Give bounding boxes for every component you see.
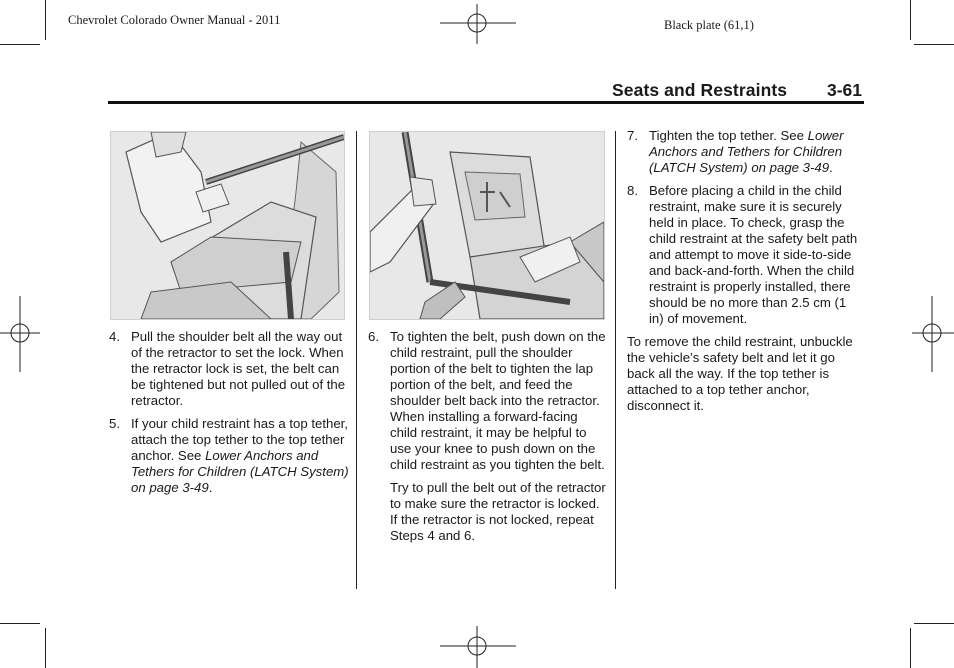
list-item — [109, 416, 349, 496]
crop-mark — [910, 0, 911, 40]
step-text: Tighten the top tether. See — [649, 128, 808, 143]
section-title: Seats and Restraints — [612, 80, 788, 100]
registration-mark-icon — [912, 296, 954, 372]
crop-mark — [45, 0, 46, 40]
list-item — [627, 128, 863, 176]
list-item — [627, 183, 863, 327]
list-item — [368, 329, 608, 473]
plate-label: Black plate (61,1) — [664, 18, 754, 32]
left-column — [109, 329, 349, 503]
header-rule — [108, 101, 864, 104]
registration-mark-icon — [440, 626, 516, 668]
step-text-end: . — [829, 160, 833, 175]
step-number: 5. — [109, 416, 120, 431]
crop-mark — [910, 628, 911, 668]
column-divider — [615, 131, 616, 589]
crop-mark — [0, 623, 40, 624]
page-number: 3-61 — [827, 80, 863, 100]
step-list — [109, 329, 349, 496]
cross-reference-link[interactable]: Lower Anchors and Tethers for Children (LATCH System) on page 3-49 — [649, 128, 844, 175]
cross-reference-link[interactable]: Lower Anchors and Tethers for Children (LATCH System) on page 3-49 — [131, 448, 349, 495]
step-number: 7. — [627, 128, 638, 143]
illustration-tighten-belt — [369, 131, 605, 320]
illustration-pull-shoulder-belt — [110, 131, 345, 320]
crop-mark — [45, 628, 46, 668]
step-list — [627, 128, 863, 327]
manual-title: Chevrolet Colorado Owner Manual - 2011 — [68, 13, 281, 27]
crop-mark — [914, 623, 954, 624]
step-text: Before placing a child in the child restraint, make sure it is securely held in place. To check, grasp the child restraint at the safety belt path and attempt to move it side-to-side and back-and-forth. When the child restraint is properly installed, there should be no more than 2.5 cm (1 in) of movement. — [649, 183, 858, 326]
list-item — [109, 329, 349, 409]
crop-mark — [0, 44, 40, 45]
middle-column — [368, 329, 608, 544]
step-number: 4. — [109, 329, 120, 344]
registration-mark-icon — [0, 296, 40, 372]
step-number: 8. — [627, 183, 638, 198]
right-column — [627, 128, 863, 414]
step-number: 6. — [368, 329, 379, 344]
column-divider — [356, 131, 357, 589]
step-text: Pull the shoulder belt all the way out of the retractor to set the lock. When the retractor lock is set, the belt can be tightened but not pulled out of the retractor. — [131, 329, 346, 408]
step-text-end: . — [208, 480, 213, 495]
crop-mark — [914, 44, 954, 45]
step-list — [368, 329, 608, 473]
closing-paragraph: To remove the child restraint, unbuckle the vehicle’s safety belt and let it go back all the way. If the top tether is attached to a top tether anchor, disconnect it. — [627, 334, 853, 413]
step-text: If your child restraint has a top tether, attach the top tether to the top tether anchor. See — [131, 416, 348, 463]
step-followup: Try to pull the belt out of the retractor to make sure the retractor is locked. If the retractor is not locked, repeat Steps 4 and 6. — [390, 480, 606, 543]
step-text: To tighten the belt, push down on the child restraint, pull the shoulder portion of the belt to tighten the lap portion of the belt, and feed the shoulder belt back into the retractor. When installing a forward-facing child restraint, it may be helpful to use your knee to push down on the child restraint as you tighten the belt. — [390, 329, 606, 472]
registration-mark-icon — [440, 4, 516, 44]
